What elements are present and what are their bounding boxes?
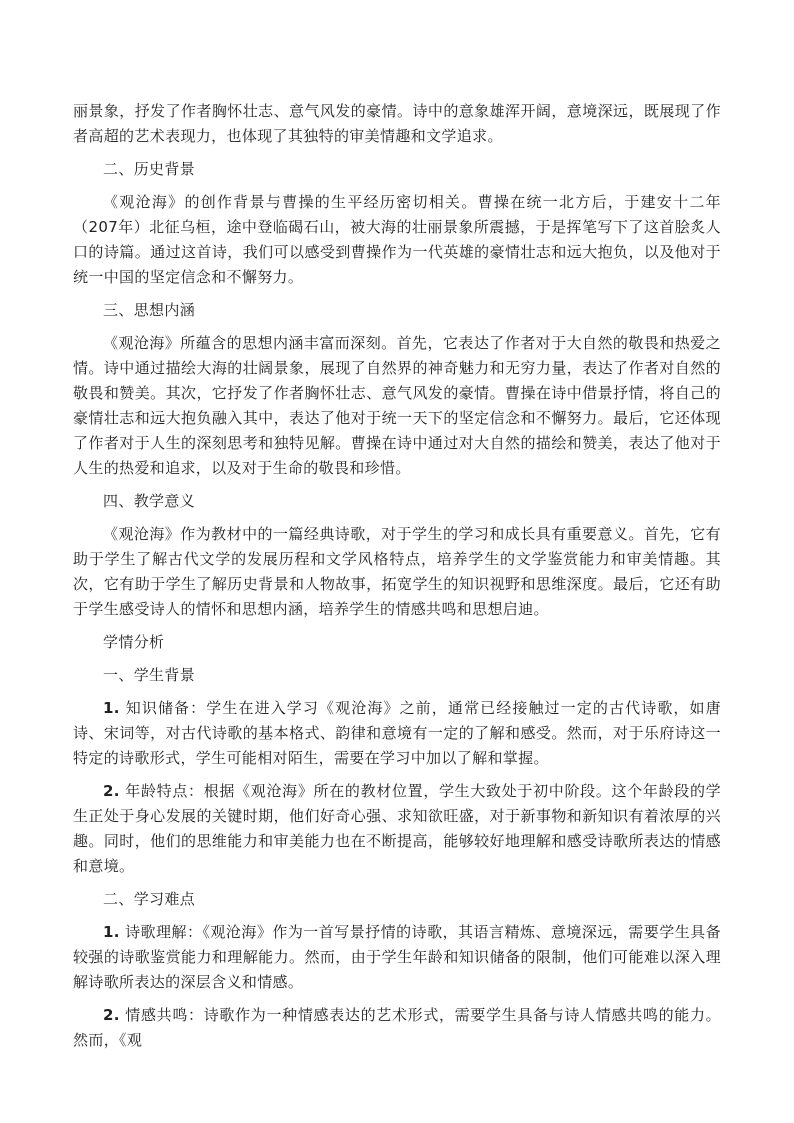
list-number: 2.: [103, 1006, 120, 1024]
list-item-text: 知识储备：学生在进入学习《观沧海》之前，通常已经接触过一定的古代诗歌，如唐诗、宋词等，对古代诗歌的基本格式、韵律和意境有一定的了解和感受。然而，对于乐府诗这一特定的诗歌形式，学生可能相对陌生，需要在学习中加以了解和掌握。: [73, 699, 721, 767]
list-item-resonance: [73, 1003, 721, 1053]
document-page: [73, 99, 721, 1053]
section-heading-teaching: 四、教学意义: [103, 492, 196, 510]
paragraph-teaching: 《观沧海》作为教材中的一篇经典诗歌，对于学生的学习和成长具有重要意义。首先，它有助于学生了解古代文学的发展历程和文学风格特点，培养学生的文学鉴赏能力和审美情趣。其次，它有助于学生了解历史背景和人物故事，拓宽学生的知识视野和思维深度。最后，它还有助于学生感受诗人的情怀和思想内涵，培养学生的情感共鸣和思想启迪。: [73, 525, 721, 618]
section-heading-analysis: 学情分析: [103, 633, 165, 651]
list-number: 1.: [103, 699, 120, 717]
section-heading-history: 二、历史背景: [103, 160, 196, 178]
list-item-age: [73, 779, 721, 879]
list-number: 2.: [103, 782, 120, 800]
paragraph-thought: 《观沧海》所蕴含的思想内涵丰富而深刻。首先，它表达了作者对于大自然的敬畏和热爱之情。诗中通过描绘大海的壮阔景象，展现了自然界的神奇魅力和无穷力量，表达了作者对自然的敬畏和赞美。其次，它抒发了作者胸怀壮志、意气风发的豪情。曹操在诗中借景抒情，将自己的豪情壮志和远大抱负融入其中，表达了他对于统一天下的坚定信念和不懈努力。最后，它还体现了作者对于人生的深刻思考和独特见解。曹操在诗中通过对大自然的描绘和赞美，表达了他对于人生的热爱和追求，以及对于生命的敬畏和珍惜。: [73, 334, 721, 477]
list-item-text: 年龄特点：根据《观沧海》所在的教材位置，学生大致处于初中阶段。这个年龄段的学生正处于身心发展的关键时期，他们好奇心强、求知欲旺盛，对于新事物和新知识有着浓厚的兴趣。同时，他们的思维能力和审美能力也在不断提高，能够较好地理解和感受诗歌所表达的情感和意境。: [73, 782, 721, 875]
list-item-text: 情感共鸣：诗歌作为一种情感表达的艺术形式，需要学生具备与诗人情感共鸣的能力。然而，《观: [73, 1006, 721, 1049]
list-item-knowledge: [73, 696, 721, 771]
list-item-understanding: [73, 920, 721, 995]
list-item-text: 诗歌理解：《观沧海》作为一首写景抒情的诗歌，其语言精炼、意境深远，需要学生具备较强的诗歌鉴赏能力和理解能力。然而，由于学生年龄和知识储备的限制，他们可能难以深入理解诗歌所表达的深层含义和情感。: [73, 923, 721, 991]
paragraph-continued: 丽景象，抒发了作者胸怀壮志、意气风发的豪情。诗中的意象雄浑开阔，意境深远，既展现了作者高超的艺术表现力，也体现了其独特的审美情趣和文学追求。: [73, 102, 721, 145]
subsection-heading-background: 一、学生背景: [103, 666, 196, 684]
list-number: 1.: [103, 923, 120, 941]
paragraph-history: 《观沧海》的创作背景与曹操的生平经历密切相关。曹操在统一北方后，于建安十二年（207年）北征乌桓，途中登临碣石山，被大海的壮丽景象所震撼，于是挥笔写下了这首脍炙人口的诗篇。通过这首诗，我们可以感受到曹操作为一代英雄的豪情壮志和远大抱负，以及他对于统一中国的坚定信念和不懈努力。: [73, 193, 721, 286]
subsection-heading-difficulty: 二、学习难点: [103, 890, 196, 908]
section-heading-thought: 三、思想内涵: [103, 301, 196, 319]
